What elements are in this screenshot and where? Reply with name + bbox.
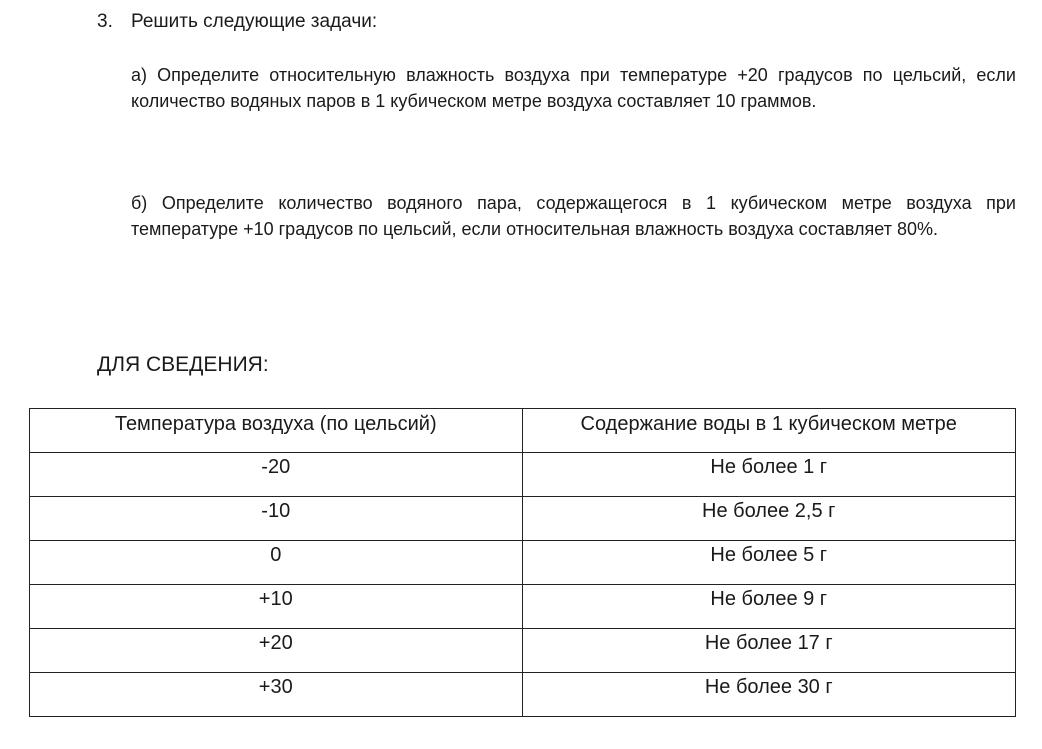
table-row [30, 453, 1016, 497]
cell-temperature: -20 [30, 453, 523, 497]
table-row [30, 629, 1016, 673]
table-header-row [30, 409, 1016, 453]
cell-temperature: +20 [30, 629, 523, 673]
cell-water-content: Не более 9 г [522, 585, 1016, 629]
cell-temperature: 0 [30, 541, 523, 585]
cell-temperature: +10 [30, 585, 523, 629]
task-title: Решить следующие задачи: [131, 11, 378, 32]
cell-water-content: Не более 5 г [522, 541, 1016, 585]
problem-b-text: б) Определите количество водяного пара, содержащегося в 1 кубическом метре воздуха при температуре +10 градусов по цельсий, если относительная влажность воздуха составляет 80%. [131, 193, 1016, 239]
problem-a-text: а) Определите относительную влажность воздуха при температуре +20 градусов по цельсий, если количество водяных паров в 1 кубическом метре воздуха составляет 10 граммов. [131, 65, 1016, 111]
cell-water-content: Не более 30 г [522, 673, 1016, 717]
table-row [30, 585, 1016, 629]
task-number: 3. [97, 11, 113, 32]
cell-water-content: Не более 17 г [522, 629, 1016, 673]
column-header-water-content: Содержание воды в 1 кубическом метре [522, 409, 1016, 453]
cell-temperature: -10 [30, 497, 523, 541]
cell-water-content: Не более 1 г [522, 453, 1016, 497]
task-heading [97, 10, 377, 34]
reference-heading: ДЛЯ СВЕДЕНИЯ: [97, 353, 269, 376]
table-row [30, 541, 1016, 585]
table-row [30, 673, 1016, 717]
table-row [30, 497, 1016, 541]
cell-water-content: Не более 2,5 г [522, 497, 1016, 541]
column-header-temperature: Температура воздуха (по цельсий) [30, 409, 523, 453]
reference-table [29, 408, 1016, 717]
cell-temperature: +30 [30, 673, 523, 717]
